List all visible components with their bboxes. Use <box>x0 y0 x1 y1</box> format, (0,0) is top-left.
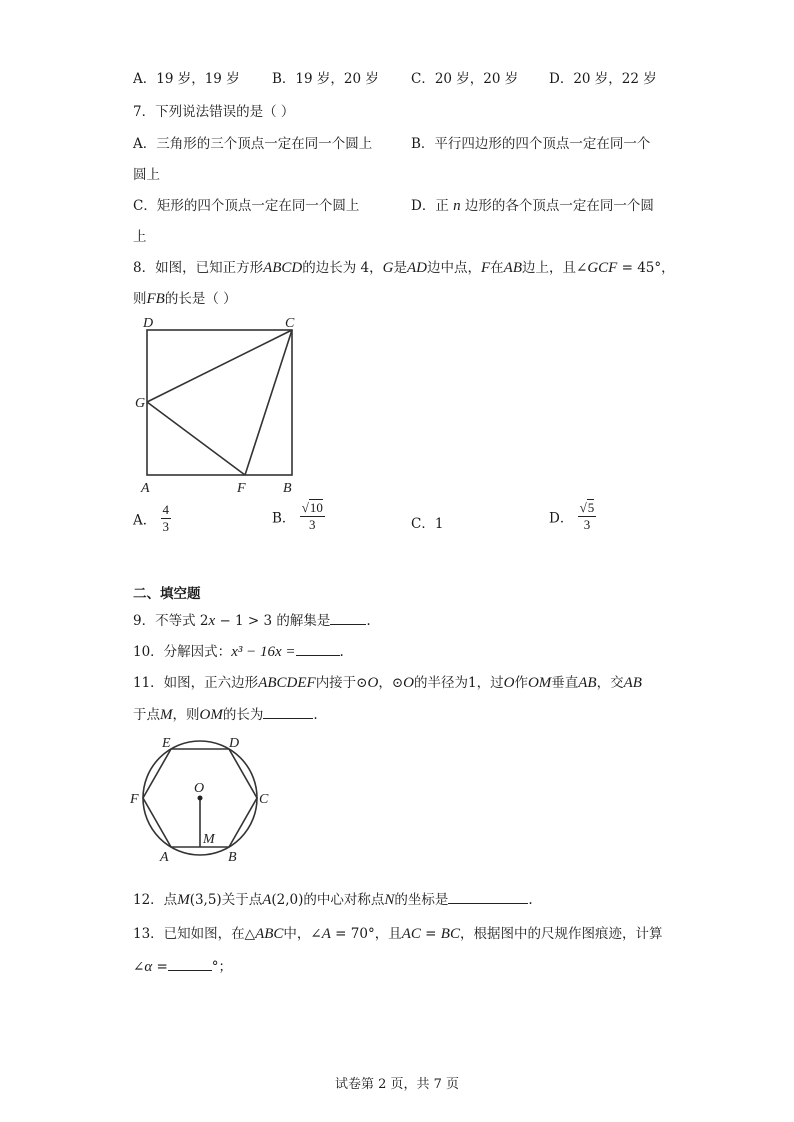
segment-gc <box>147 330 292 402</box>
label-d: D <box>143 316 154 331</box>
q11-hexagon-figure <box>128 735 273 865</box>
q8-option-a: A． $\frac{4}{3}$ <box>133 502 170 534</box>
answer-blank <box>448 889 528 904</box>
label-f: F <box>237 481 246 496</box>
q11-stem: 11．如图，正六边形ABCDEF内接于⊙O，⊙O的半径为1，过O作OM垂直AB，交AB <box>133 675 642 691</box>
q7-option-a: A．三角形的三个顶点一定在同一个圆上 <box>133 136 373 152</box>
q8-stem: 8．如图，已知正方形ABCD的边长为 4，G是AD边中点，F在AB边上，且∠GCF = 45°， <box>133 260 675 276</box>
q7-option-d-cont: 上 <box>133 229 147 245</box>
answer-blank <box>296 641 340 656</box>
label-c: C <box>285 316 295 331</box>
label-b: B <box>228 850 237 865</box>
answer-blank <box>263 704 313 719</box>
q7-stem: 7．下列说法错误的是（ ） <box>133 104 295 120</box>
label-f: F <box>130 792 139 807</box>
q7-option-b: B．平行四边形的四个顶点一定在同一个 <box>411 136 651 152</box>
answer-blank <box>168 956 212 971</box>
q6-option-c: C．20 岁，20 岁 <box>411 71 519 87</box>
label-o: O <box>194 781 205 796</box>
q7-option-c: C．矩形的四个顶点一定在同一个圆上 <box>133 198 360 214</box>
segment-cf <box>245 330 292 475</box>
q7-option-d: D．正 n 边形的各个顶点一定在同一个圆 <box>411 198 654 214</box>
q13-stem: 13．已知如图，在△ABC中，∠A = 70°，且AC = BC，根据图中的尺规作图痕迹，计算 <box>133 926 663 942</box>
q8-option-b: B． $\frac{√10}{3}$ <box>272 500 323 532</box>
q8-square-figure <box>135 312 305 497</box>
label-a: A <box>160 850 169 865</box>
q6-option-b: B．19 岁，20 岁 <box>272 71 379 87</box>
section-title: 二、填空题 <box>133 586 201 602</box>
q8-option-c: C．1 <box>411 516 444 532</box>
q8-stem-line2: 则FB的长是（ ） <box>133 291 237 307</box>
q8-option-d: D． $\frac{√5}{3}$ <box>549 500 595 532</box>
segment-gf <box>147 402 245 475</box>
label-d: D <box>229 736 240 751</box>
label-m: M <box>203 832 215 847</box>
q11-stem-line2: 于点M，则OM的长为 . <box>133 703 318 724</box>
label-e: E <box>162 736 171 751</box>
page-footer: 试卷第 2 页，共 7 页 <box>334 1077 460 1092</box>
q7-option-b-cont: 圆上 <box>133 167 160 183</box>
square-abcd <box>147 330 292 475</box>
q13-stem-line2: ∠α = °； <box>133 955 232 976</box>
label-g: G <box>135 396 146 411</box>
q12-stem: 12．点M(3,5)关于点A(2,0)的中心对称点N的坐标是 . <box>133 888 533 909</box>
q6-option-d: D．20 岁，22 岁 <box>549 71 657 87</box>
q10-stem: 10．分解因式：x³ − 16x = . <box>133 640 344 661</box>
label-b: B <box>283 481 292 496</box>
answer-blank <box>330 610 366 625</box>
q6-option-a: A．19 岁，19 岁 <box>133 71 240 87</box>
label-a: A <box>141 481 150 496</box>
q9-stem: 9．不等式 2x − 1 > 3 的解集是 . <box>133 609 371 630</box>
center-point-o <box>198 796 203 801</box>
label-c: C <box>259 792 269 807</box>
